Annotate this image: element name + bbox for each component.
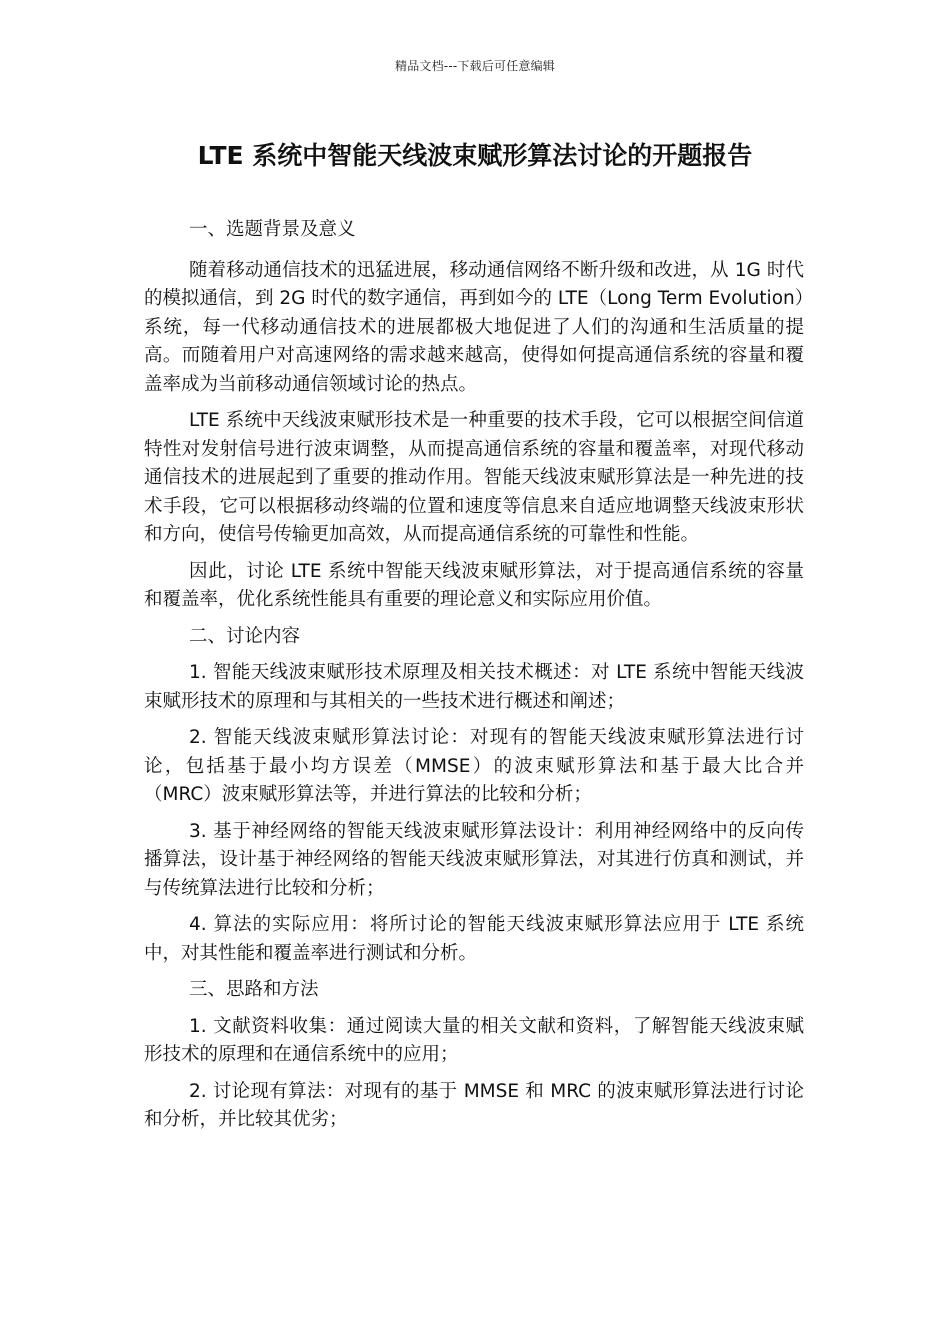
list-item-method-1: 1. 文献资料收集：通过阅读大量的相关文献和资料，了解智能天线波束赋形技术的原理和在通信系统中的应用； (144, 1015, 804, 1065)
section-heading-background: 一、选题背景及意义 (189, 219, 356, 240)
list-item-content-2: 2. 智能天线波束赋形算法讨论：对现有的智能天线波束赋形算法进行讨论，包括基于最小均方误差（MMSE）的波束赋形算法和基于最大比合并（MRC）波束赋形算法等，并进行算法的比较和分析； (144, 727, 804, 805)
document-body (144, 216, 804, 1143)
paragraph-background-2: LTE 系统中天线波束赋形技术是一种重要的技术手段，它可以根据空间信道特性对发射信号进行波束调整，从而提高通信系统的容量和覆盖率，对现代移动通信技术的进展起到了重要的推动作用。智能天线波束赋形算法是一种先进的技术手段，它可以根据移动终端的位置和速度等信息来自适应地调整天线波束形状和方向，使信号传输更加高效，从而提高通信系统的可靠性和性能。 (144, 410, 804, 545)
section-heading-method: 三、思路和方法 (189, 979, 319, 1000)
list-item-content-4: 4. 算法的实际应用：将所讨论的智能天线波束赋形算法应用于 LTE 系统中，对其性能和覆盖率进行测试和分析。 (144, 914, 804, 964)
page-header: 精品文档---下载后可任意编辑 (395, 59, 555, 73)
list-item-content-3: 3. 基于神经网络的智能天线波束赋形算法设计：利用神经网络中的反向传播算法，设计基于神经网络的智能天线波束赋形算法，对其进行仿真和测试，并与传统算法进行比较和分析； (144, 820, 804, 899)
list-item-method-2: 2. 讨论现有算法：对现有的基于 MMSE 和 MRC 的波束赋形算法进行讨论和分析，并比较其优劣； (144, 1080, 804, 1130)
paragraph-background-3: 因此，讨论 LTE 系统中智能天线波束赋形算法，对于提高通信系统的容量和覆盖率，优化系统性能具有重要的理论意义和实际应用价值。 (144, 560, 804, 610)
section-heading-content: 二、讨论内容 (189, 625, 301, 647)
list-item-content-1: 1. 智能天线波束赋形技术原理及相关技术概述：对 LTE 系统中智能天线波束赋形技术的原理和与其相关的一些技术进行概述和阐述； (144, 662, 804, 712)
paragraph-background-1: 随着移动通信技术的迅猛进展，移动通信网络不断升级和改进，从 1G 时代的模拟通信，到 2G 时代的数字通信，再到如今的 LTE（Long Term Evolution）系统，每一代移动通信技术的进展都极大地促进了人们的沟通和生活质量的提高。而随着用户对高速网络的需求越来越高，使得如何提高通信系统的容量和覆盖率成为当前移动通信领域讨论的热点。 (144, 259, 804, 395)
document-title: LTE 系统中智能天线波束赋形算法讨论的开题报告 (197, 141, 753, 170)
